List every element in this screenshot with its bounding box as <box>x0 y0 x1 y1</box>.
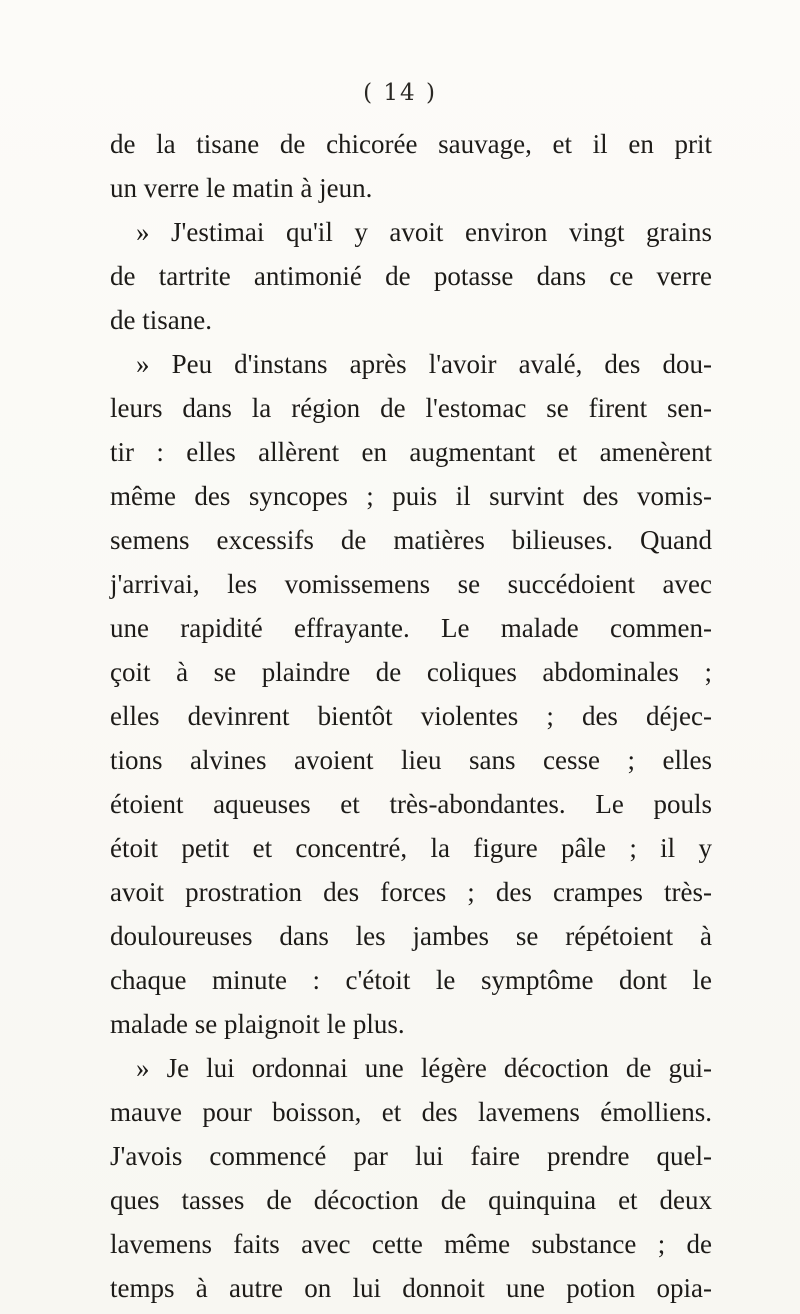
text-line: tir : elles allèrent en augmentant et amenèrent <box>110 437 712 467</box>
text-line: de tisane. <box>110 305 212 335</box>
page-number: ( 14 ) <box>363 80 437 106</box>
text-line: douloureuses dans les jambes se répétoient à <box>110 921 712 951</box>
text-line: J'avois commencé par lui faire prendre quel- <box>110 1141 712 1171</box>
text-line: avoit prostration des forces ; des crampes très- <box>110 877 712 907</box>
page-body-text <box>110 122 712 1310</box>
text-line: un verre le matin à jeun. <box>110 173 373 203</box>
text-line: lavemens faits avec cette même substance ; de <box>110 1229 712 1259</box>
paragraph-start-line: » Peu d'instans après l'avoir avalé, des dou- <box>136 349 712 379</box>
text-line: malade se plaignoit le plus. <box>110 1009 405 1039</box>
text-line: étoit petit et concentré, la figure pâle ; il y <box>110 833 712 863</box>
text-line: même des syncopes ; puis il survint des vomis- <box>110 481 712 511</box>
text-line: ques tasses de décoction de quinquina et deux <box>110 1185 712 1215</box>
text-line: leurs dans la région de l'estomac se firent sen- <box>110 393 712 423</box>
text-line: une rapidité effrayante. Le malade commen- <box>110 613 712 643</box>
text-line: temps à autre on lui donnoit une potion opia- <box>110 1273 712 1303</box>
text-line: çoit à se plaindre de coliques abdominales ; <box>110 657 712 687</box>
text-line: de la tisane de chicorée sauvage, et il en prit <box>110 129 712 159</box>
paragraph-start-line: » J'estimai qu'il y avoit environ vingt grains <box>136 217 712 247</box>
text-line: de tartrite antimonié de potasse dans ce verre <box>110 261 712 291</box>
paragraph-start-line: » Je lui ordonnai une légère décoction de gui- <box>136 1053 712 1083</box>
text-line: j'arrivai, les vomissemens se succédoient avec <box>110 569 712 599</box>
text-line: semens excessifs de matières bilieuses. Quand <box>110 525 712 555</box>
text-line: chaque minute : c'étoit le symptôme dont le <box>110 965 712 995</box>
text-line: elles devinrent bientôt violentes ; des déjec- <box>110 701 712 731</box>
text-line: tions alvines avoient lieu sans cesse ; elles <box>110 745 712 775</box>
text-line: étoient aqueuses et très-abondantes. Le pouls <box>110 789 712 819</box>
text-line: mauve pour boisson, et des lavemens émolliens. <box>110 1097 712 1127</box>
